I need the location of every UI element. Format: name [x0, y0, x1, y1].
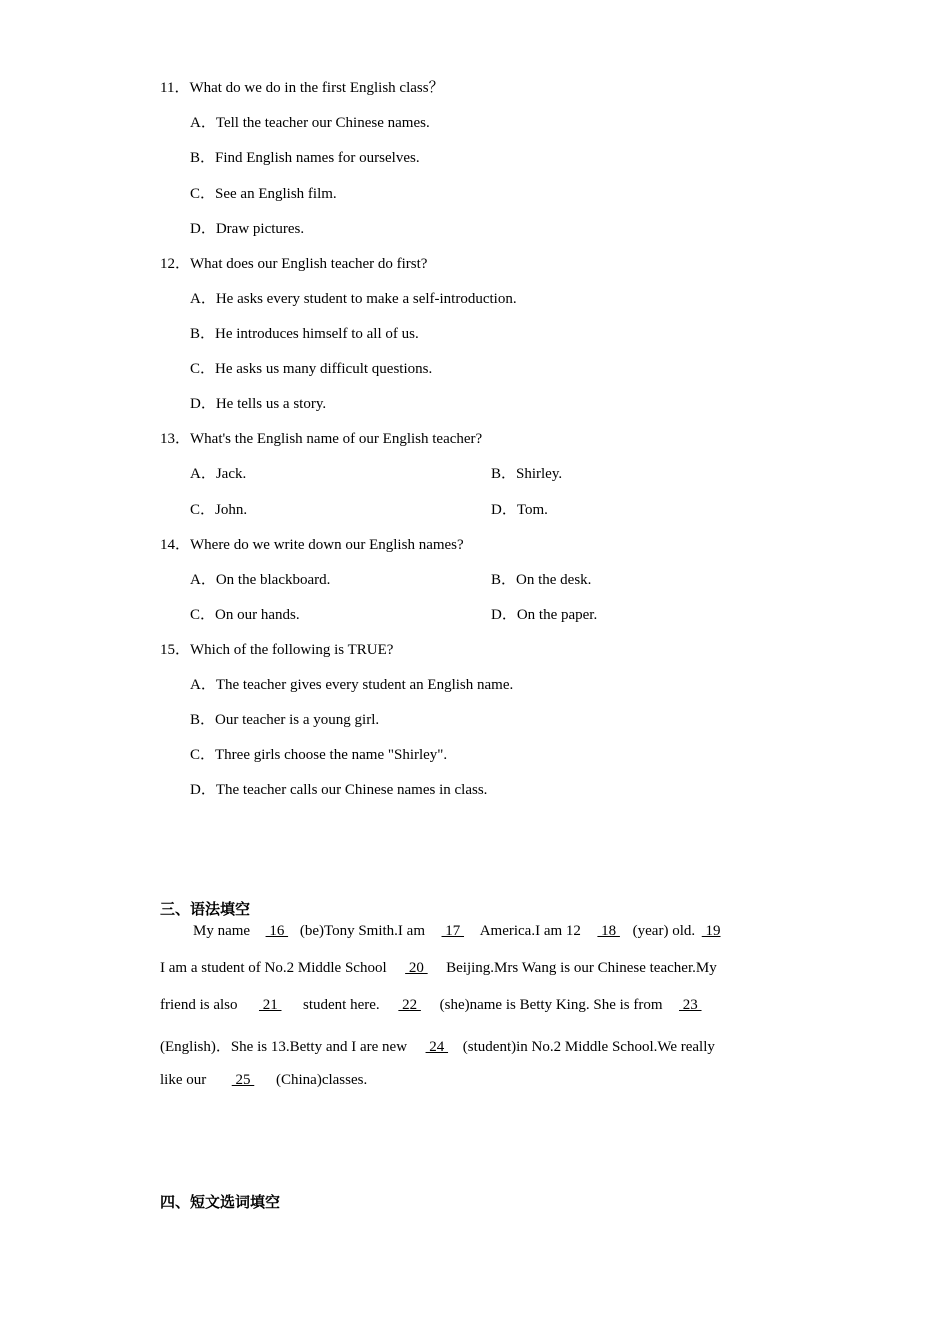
passage-text: (she)name is Betty King. She is from — [439, 997, 667, 1013]
blank-23: 23 — [679, 997, 702, 1013]
passage-text: (year) old. — [632, 923, 696, 939]
question-13-option-a: A．Jack. — [190, 466, 247, 482]
section-3-line-4 — [160, 1035, 792, 1056]
question-13-option-c: C．John. — [190, 502, 248, 518]
passage-text: America.I am 12 — [476, 923, 585, 939]
passage-text: (be)Tony Smith.I am — [299, 923, 429, 939]
section-3-line-1 — [193, 923, 793, 940]
question-11-stem: 11．What do we do in the first English class？ — [160, 80, 444, 96]
question-15-option-c: C．Three girls choose the name "Shirley". — [190, 747, 448, 763]
passage-text: I am a student of No.2 Middle School — [160, 960, 391, 976]
section-4-heading: 四、短文选词填空 — [160, 1193, 281, 1211]
blank-21: 21 — [258, 997, 282, 1013]
passage-text: (student)in No.2 Middle School.We really — [462, 1039, 715, 1055]
passage-text: Beijing.Mrs Wang is our Chinese teacher.My — [442, 960, 717, 976]
blank-20: 20 — [405, 960, 428, 976]
question-14-option-c: C．On our hands. — [190, 607, 300, 623]
section-3-line-3 — [160, 997, 792, 1014]
question-15-stem: 15．Which of the following is TRUE? — [160, 642, 394, 658]
question-15-option-d: D．The teacher calls our Chinese names in class. — [190, 782, 488, 798]
section-3-line-5 — [160, 1072, 792, 1089]
passage-text: like our — [160, 1072, 210, 1088]
question-14-option-b: B．On the desk. — [491, 572, 592, 588]
section-3-heading: 三、语法填空 — [160, 900, 251, 918]
question-12-stem: 12．What does our English teacher do first? — [160, 256, 428, 272]
question-13-option-d: D．Tom. — [491, 502, 548, 518]
question-14-option-d: D．On the paper. — [491, 607, 598, 623]
question-12-option-d: D．He tells us a story. — [190, 396, 327, 412]
blank-22: 22 — [398, 997, 421, 1013]
question-15-option-a: A．The teacher gives every student an English name. — [190, 677, 514, 693]
passage-text: student here. — [299, 997, 380, 1013]
passage-text: friend is also — [160, 997, 242, 1013]
question-11-option-d: D．Draw pictures. — [190, 221, 305, 237]
blank-25: 25 — [231, 1072, 255, 1088]
section-3-line-2 — [160, 960, 792, 977]
blank-24: 24 — [425, 1039, 449, 1055]
question-11-option-b: B．Find English names for ourselves. — [190, 150, 420, 166]
passage-text: My name — [193, 923, 254, 939]
question-11-option-a: A．Tell the teacher our Chinese names. — [190, 115, 430, 131]
question-13-option-b: B．Shirley. — [491, 466, 563, 482]
blank-19: 19 — [701, 923, 721, 939]
question-12-option-b: B．He introduces himself to all of us. — [190, 326, 419, 342]
question-11-option-c: C．See an English film. — [190, 186, 337, 202]
passage-text: (English)．She is 13.Betty and I are new — [160, 1039, 411, 1055]
question-12-option-a: A．He asks every student to make a self-introduction. — [190, 291, 517, 307]
blank-17: 17 — [441, 923, 465, 939]
passage-text: (China)classes. — [276, 1072, 368, 1088]
blank-18: 18 — [597, 923, 620, 939]
question-13-stem: 13．What's the English name of our English teacher? — [160, 431, 483, 447]
question-15-option-b: B．Our teacher is a young girl. — [190, 712, 380, 728]
question-14-option-a: A．On the blackboard. — [190, 572, 331, 588]
blank-16: 16 — [265, 923, 289, 939]
question-12-option-c: C．He asks us many difficult questions. — [190, 361, 433, 377]
question-14-stem: 14．Where do we write down our English names? — [160, 537, 464, 553]
